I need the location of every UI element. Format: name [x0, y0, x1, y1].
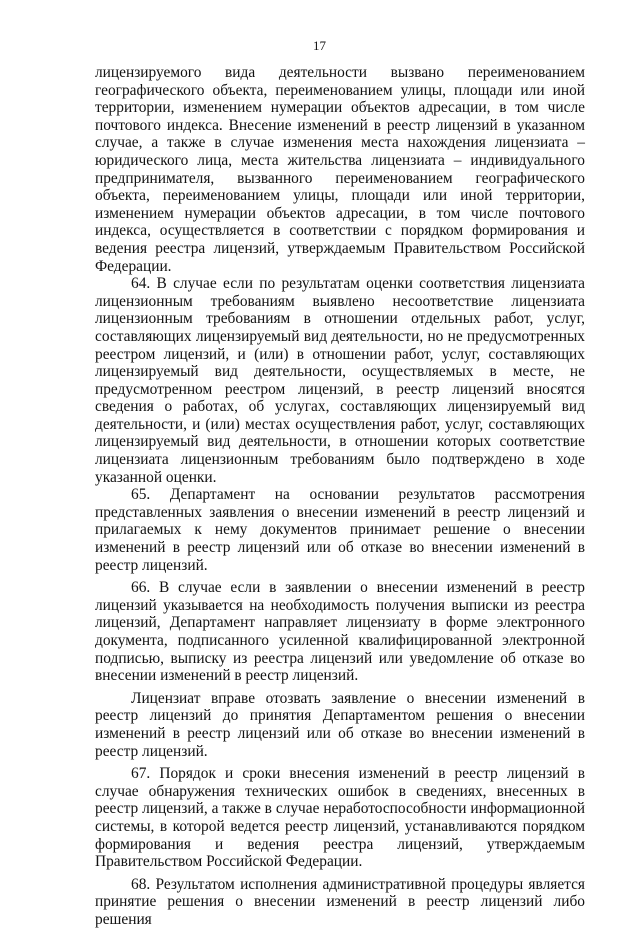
page-number: 17 [313, 38, 326, 53]
paragraph-withdrawal: Лицензиат вправе отозвать заявление о внесении изменений в реестр лицензий до принятия Департаментом решения о внесении изменений в реестр лицензий или об отказе во внесении изменений в реестр лицензий. [95, 689, 585, 760]
paragraph-64: 64. В случае если по результатам оценки соответствия лицензиата лицензионным требованиям выявлено несоответствие лицензиата лицензионным требованиям в отношении отдельных работ, услуг, составляющих лицензируемый вид деятельности, но не предусмотренных реестром лицензий, и (или) в отношении работ, услуг, составляющих лицензируемый вид деятельности, осуществляемых в месте, не предусмотренном реестром лицензий, в реестр лицензий вносятся сведения о работах, об услугах, составляющих лицензируемый вид деятельности, и (или) местах осуществления работ, услуг, составляющих лицензируемый вид деятельности, в отношении которых соответствие лицензиата лицензионным требованиям было подтверждено в ходе указанной оценки. [95, 275, 585, 486]
document-body [95, 64, 585, 929]
paragraph-67: 67. Порядок и сроки внесения изменений в реестр лицензий в случае обнаружения технических ошибок в сведениях, внесенных в реестр лицензий, а также в случае неработоспособности информационной системы, в которой ведется реестр лицензий, устанавливаются порядком формирования и ведения реестра лицензий, утверждаемым Правительством Российской Федерации. [95, 765, 585, 871]
paragraph-68: 68. Результатом исполнения административной процедуры является принятие решения о внесении изменений в реестр лицензий либо решения [95, 875, 585, 928]
paragraph-66: 66. В случае если в заявлении о внесении изменений в реестр лицензий указывается на необходимость получения выписки из реестра лицензий, Департамент направляет лицензиату в форме электронного документа, подписанного усиленной квалифицированной электронной подписью, выписку из реестра лицензий или уведомление об отказе во внесении изменений в реестр лицензий. [95, 579, 585, 685]
paragraph-65: 65. Департамент на основании результатов рассмотрения представленных заявления о внесении изменений в реестр лицензий и прилагаемых к нему документов принимает решение о внесении изменений в реестр лицензий или об отказе во внесении изменений в реестр лицензий. [95, 486, 585, 574]
paragraph-continuation: лицензируемого вида деятельности вызвано переименованием географического объекта, переименованием улицы, площади или иной территории, изменением нумерации объектов адресации, в том числе почтового индекса. Внесение изменений в реестр лицензий в указанном случае, а также в случае изменения места нахождения лицензиата – юридического лица, места жительства лицензиата – индивидуального предпринимателя, вызванного переименованием географического объекта, переименованием улицы, площади или иной территории, изменением нумерации объектов адресации, в том числе почтового индекса, осуществляется в соответствии с порядком формирования и ведения реестра лицензий, утверждаемым Правительством Российской Федерации. [95, 64, 585, 275]
